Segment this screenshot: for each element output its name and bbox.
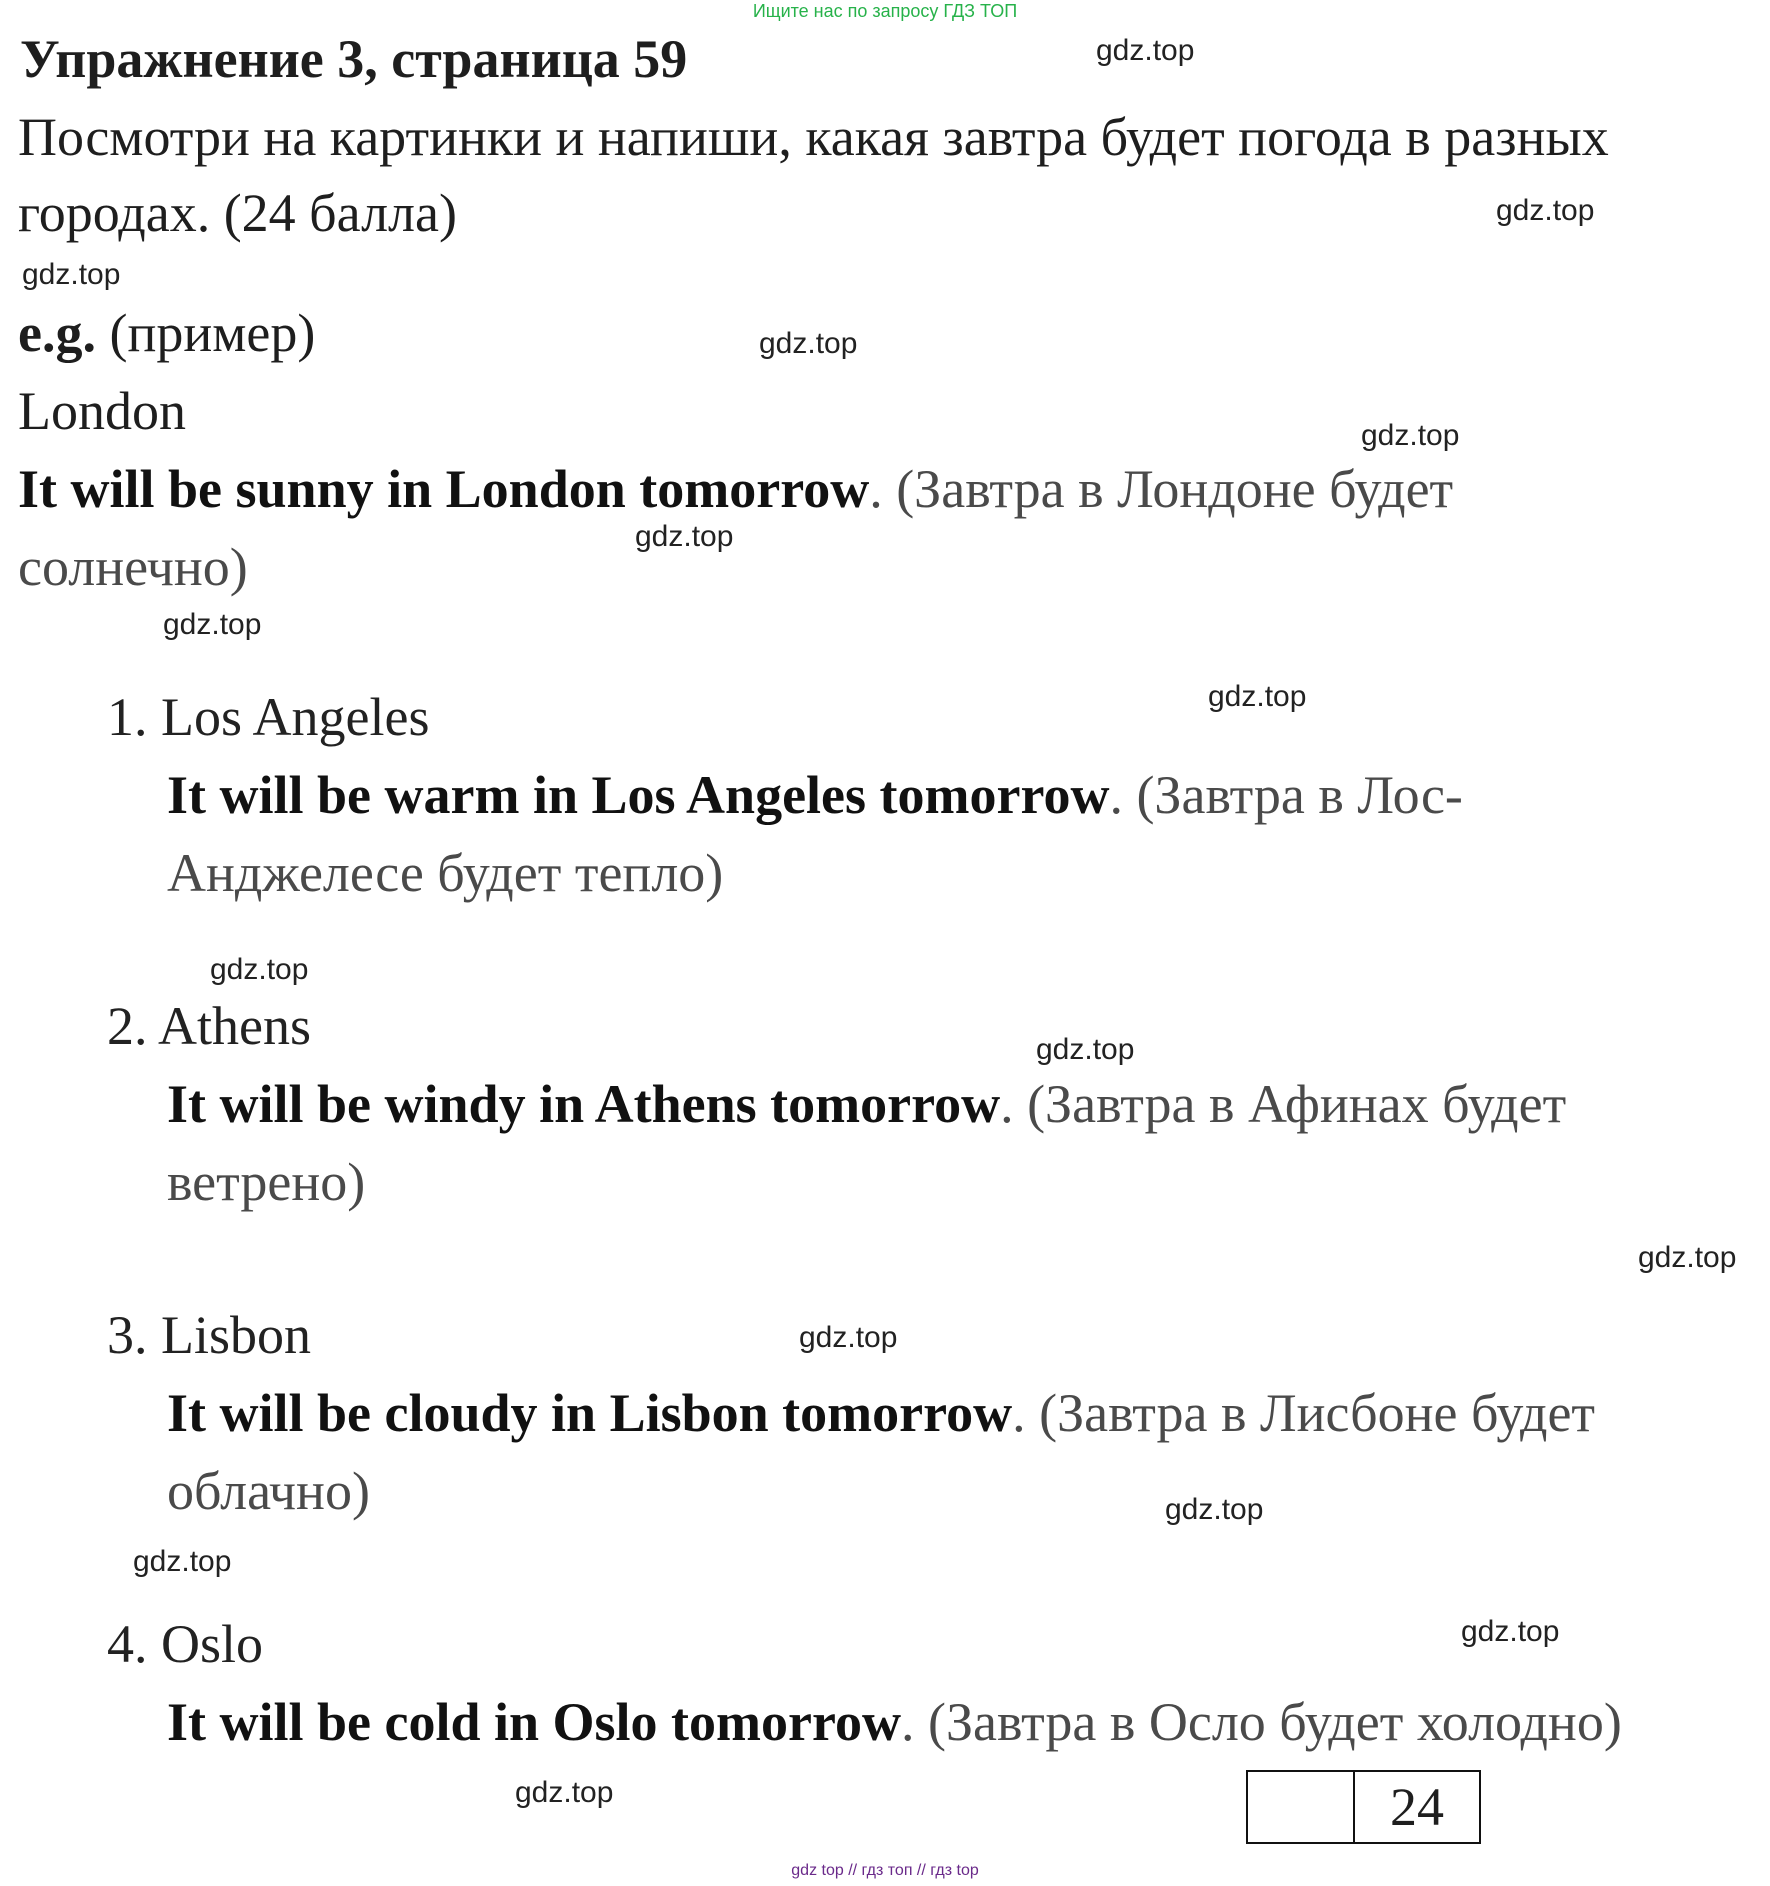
list-item-number: 4. bbox=[107, 1614, 148, 1674]
list-item-3-answer bbox=[167, 1382, 1595, 1444]
example-answer-ru-2: солнечно) bbox=[18, 537, 248, 597]
score-empty-cell bbox=[1248, 1772, 1355, 1842]
watermark: gdz.top bbox=[133, 1545, 232, 1578]
list-item-1-answer-cont bbox=[167, 842, 723, 904]
top-banner: Ищите нас по запросу ГДЗ ТОП bbox=[752, 1, 1018, 21]
answer-ru-cont: облачно) bbox=[167, 1461, 370, 1521]
answer-ru: . (Завтра в Лос- bbox=[1109, 765, 1463, 825]
answer-ru-cont: ветрено) bbox=[167, 1152, 366, 1212]
list-item-4-city bbox=[107, 1613, 263, 1675]
example-answer-ru-cont bbox=[18, 536, 248, 598]
list-item-3-city bbox=[107, 1304, 311, 1366]
list-item-2-answer-cont bbox=[167, 1151, 365, 1213]
list-item-3-answer-cont bbox=[167, 1460, 370, 1522]
list-item-city: Oslo bbox=[161, 1614, 264, 1674]
example-answer-ru: . (Завтра в Лондоне будет bbox=[869, 459, 1454, 519]
score-value: 24 bbox=[1390, 1777, 1444, 1837]
answer-ru: . (Завтра в Осло будет холодно) bbox=[900, 1692, 1622, 1752]
list-item-city: Lisbon bbox=[161, 1305, 312, 1365]
example-city: London bbox=[18, 381, 186, 441]
watermark: gdz.top bbox=[1096, 34, 1195, 67]
answer-en: It will be cold in Oslo tomorrow bbox=[167, 1692, 901, 1752]
watermark: gdz.top bbox=[799, 1321, 898, 1354]
list-item-number: 1. bbox=[107, 687, 148, 747]
list-item-2-city bbox=[107, 995, 311, 1057]
watermark: gdz.top bbox=[1361, 419, 1460, 452]
list-item-4-answer bbox=[167, 1691, 1622, 1753]
list-item-number: 3. bbox=[107, 1305, 148, 1365]
example-answer-en: It will be sunny in London tomorrow bbox=[18, 459, 870, 519]
score-box bbox=[1246, 1770, 1481, 1844]
example-label-note: (пример) bbox=[109, 303, 316, 363]
watermark: gdz.top bbox=[163, 608, 262, 641]
watermark: gdz.top bbox=[22, 258, 121, 291]
example-label-row bbox=[18, 302, 315, 364]
answer-ru: . (Завтра в Лисбоне будет bbox=[1012, 1383, 1596, 1443]
task-text-line-1: Посмотри на картинки и напиши, какая завтра будет погода в разных bbox=[18, 107, 1609, 167]
list-item-2-answer bbox=[167, 1073, 1566, 1135]
list-item-city: Los Angeles bbox=[161, 687, 430, 747]
watermark: gdz.top bbox=[515, 1776, 614, 1809]
answer-en: It will be windy in Athens tomorrow bbox=[167, 1074, 1001, 1134]
footer-text: gdz top // гдз топ // гдз top bbox=[791, 1862, 979, 1879]
watermark: gdz.top bbox=[1638, 1241, 1737, 1274]
watermark: gdz.top bbox=[1461, 1615, 1560, 1648]
list-item-1-answer bbox=[167, 764, 1463, 826]
list-item-city: Athens bbox=[158, 996, 312, 1056]
watermark: gdz.top bbox=[1165, 1493, 1264, 1526]
watermark: gdz.top bbox=[759, 327, 858, 360]
watermark: gdz.top bbox=[1496, 194, 1595, 227]
example-label: e.g. bbox=[18, 303, 96, 363]
answer-en: It will be cloudy in Lisbon tomorrow bbox=[167, 1383, 1013, 1443]
watermark: gdz.top bbox=[635, 520, 734, 553]
watermark: gdz.top bbox=[1208, 680, 1307, 713]
list-item-number: 2. bbox=[107, 996, 148, 1056]
answer-en: It will be warm in Los Angeles tomorrow bbox=[167, 765, 1110, 825]
page-title: Упражнение 3, страница 59 bbox=[20, 29, 688, 89]
answer-ru: . (Завтра в Афинах будет bbox=[1000, 1074, 1567, 1134]
task-text-line-2: городах. (24 балла) bbox=[18, 183, 457, 243]
example-answer bbox=[18, 458, 1453, 520]
list-item-1-city bbox=[107, 686, 429, 748]
watermark: gdz.top bbox=[1036, 1033, 1135, 1066]
watermark: gdz.top bbox=[210, 953, 309, 986]
answer-ru-cont: Анджелесе будет тепло) bbox=[167, 843, 724, 903]
